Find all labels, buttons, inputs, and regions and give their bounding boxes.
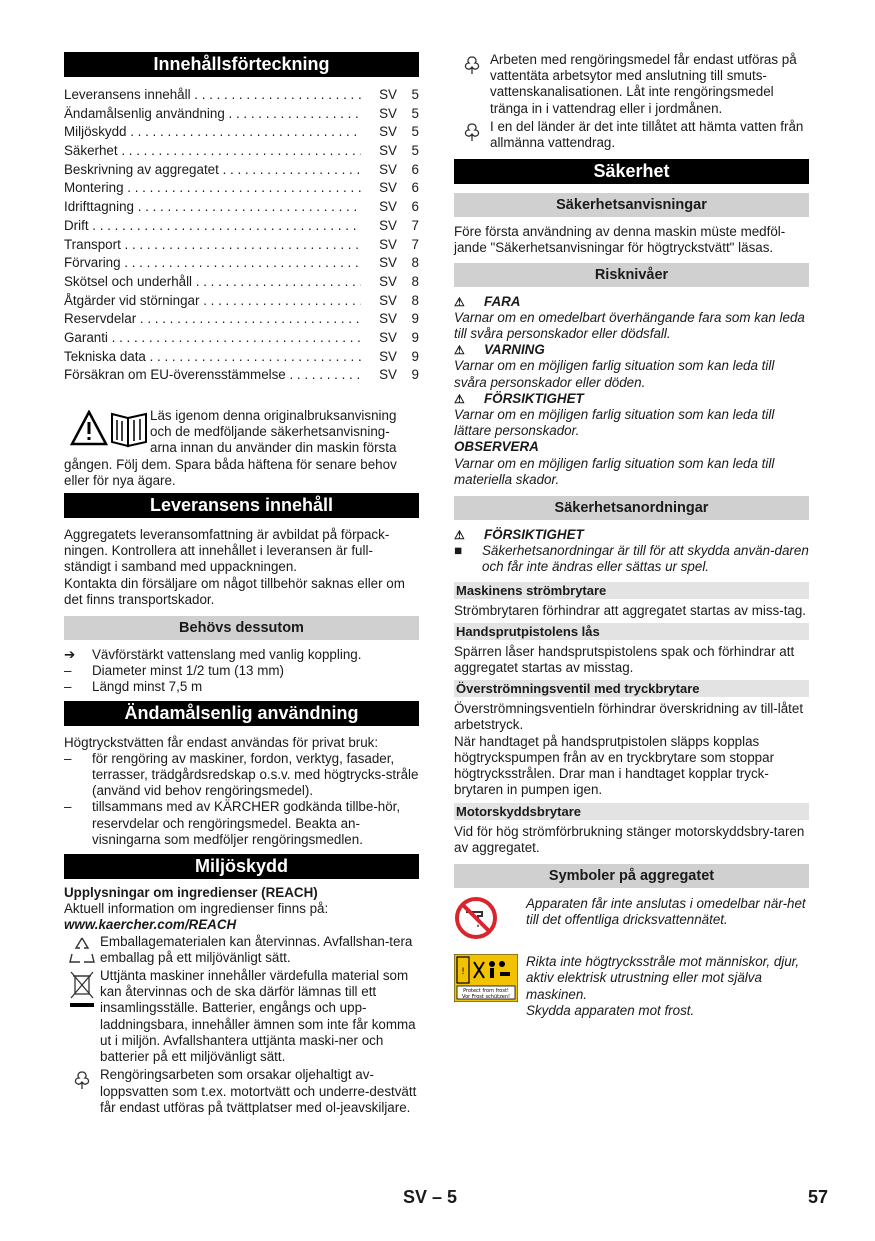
switch-heading: Maskinens strömbrytare	[454, 582, 809, 599]
list-item: Längd minst 7,5 m	[92, 679, 203, 695]
use-title: Ändamålsenlig användning	[64, 701, 419, 726]
toc-entry-lang: SV	[361, 123, 405, 142]
toc-row[interactable]	[64, 329, 419, 348]
list-item: Säkerhetsanordningar är till för att skydda använ-daren och får inte ändras eller sättas ur spel.	[482, 543, 809, 575]
toc-entry-lang: SV	[361, 161, 405, 180]
list-item: tillsammans med av KÄRCHER godkända tillbe-hör, reservdelar och rengöringsmedel. Beakta an-visningarna som medföljer rengöringsmedlen.	[92, 799, 401, 847]
toc-entry-lang: SV	[361, 366, 405, 385]
toc-entry-page: 5	[411, 87, 419, 102]
lock-heading: Handsprutpistolens lås	[454, 623, 809, 640]
crossed-bin-icon	[64, 968, 100, 1065]
safety-devices-title: Säkerhetsanordningar	[454, 496, 809, 520]
toc-row[interactable]	[64, 310, 419, 329]
env-item: I en del länder är det inte tillåtet att hämta vatten från allmänna vattendrag.	[490, 118, 804, 151]
dash-icon: –	[64, 750, 72, 766]
risk-text: Varnar om en omedelbart överhängande fara som kan leda till svåra personskador eller dödsfall.	[454, 309, 805, 342]
toc-entry-title: Ändamålsenlig användning . . .	[64, 105, 361, 124]
notice-line: gången. Följ dem. Spara båda häftena för senare behov	[64, 456, 397, 472]
safety-label-icon	[454, 954, 526, 1019]
toc-entry-lang: SV	[361, 86, 405, 105]
toc-entry-page: 7	[411, 217, 419, 233]
toc-entry-title: Idrifttagning . . .	[64, 198, 361, 217]
toc-entry-page: 9	[411, 311, 419, 327]
toc-entry-title: Drift . . .	[64, 217, 361, 236]
read-notice	[64, 408, 419, 489]
toc-row[interactable]	[64, 142, 419, 161]
list-item: för rengöring av maskiner, fordon, verktyg, fasader, terrasser, trädgårdsredskap o.s.v. med högtrycks-stråle (använd vid behov rengöringsmedel).	[92, 750, 419, 799]
toc-entry-title: Montering . . .	[64, 179, 361, 198]
notice-line: arna innan du använder din maskin första	[150, 440, 397, 456]
toc-entry-page: 5	[411, 105, 419, 121]
toc-row[interactable]	[64, 273, 419, 292]
environment-icon	[454, 52, 490, 117]
also-needed-title: Behövs dessutom	[64, 616, 419, 640]
toc-row[interactable]	[64, 292, 419, 311]
delivery-title: Leveransens innehåll	[64, 493, 419, 518]
env-item: Rengöringsarbeten som orsakar oljehaltigt av-loppsvatten som t.ex. motortvätt och underre-destvätt får endast utföras på tvättplatser med ol-jeavskiljare.	[100, 1067, 417, 1115]
toc-row[interactable]	[64, 123, 419, 142]
safety-title: Säkerhet	[454, 159, 809, 184]
toc-entry-page: 6	[411, 161, 419, 177]
toc-entry-page: 9	[411, 329, 419, 345]
frost-label-en: Protect from frost!	[463, 988, 509, 995]
reach-heading: Upplysningar om ingredienser (REACH)	[64, 885, 318, 901]
use-intro: Högtryckstvätten får endast användas för privat bruk:	[64, 734, 379, 750]
toc-entry-title: Försäkran om EU-överensstämmelse . . .	[64, 366, 361, 385]
page-number: 57	[808, 1187, 829, 1207]
toc-entry-page: 6	[411, 199, 419, 215]
risk-label: VARNING	[484, 342, 545, 358]
toc-row[interactable]	[64, 254, 419, 273]
risk-label: FARA	[484, 293, 521, 309]
toc-entry-title: Åtgärder vid störningar . . .	[64, 292, 361, 311]
risk-text: Varnar om en möjligen farlig situation som kan leda till svåra personskador eller döden.	[454, 358, 775, 390]
toc-entry-lang: SV	[361, 292, 405, 311]
toc-entry-title: Leveransens innehåll . . .	[64, 86, 361, 105]
symbol-text: Skydda apparaten mot frost.	[526, 1002, 695, 1018]
warning-icon: ⚠	[454, 528, 465, 543]
safety-notes-title: Säkerhetsanvisningar	[454, 193, 809, 217]
env-item: Uttjänta maskiner innehåller värdefulla material som kan återvinnas och de ska därför lämnas till ett insamlingsställe. Batterier, engångs och upp-laddningsbara, innehåller ämnen som inte får komma ut i miljön. Avfallshantera uttjänta maski-ner och batterier på ett miljövänligt sätt.	[100, 968, 416, 1065]
switch-text: Strömbrytaren förhindrar att aggregatet startas av miss-tag.	[454, 602, 807, 618]
delivery-text: Aggregatets leveransomfattning är avbildat på förpack-ningen. Kontrollera att innehållet i leveransen är full-ständigt i samband med uppackningen.	[64, 527, 390, 575]
recycle-icon	[64, 934, 100, 966]
env-title: Miljöskydd	[64, 854, 419, 879]
toc-entry-title: Säkerhet . . .	[64, 142, 361, 161]
toc-entry-title: Beskrivning av aggregatet . . .	[64, 161, 361, 180]
symbol-text: Apparaten får inte anslutas i omedelbar när-het till det offentliga dricksvattennätet.	[526, 895, 806, 928]
overflow-text: När handtaget på handsprutpistolen släpps kopplas högtryckspumpen från av en tryckbrytare som stoppar högtrycksstrålen. Drar man i handtaget kopplar tryck-brytaren in pumpen igen.	[454, 733, 775, 798]
toc-entry-lang: SV	[361, 142, 405, 161]
reach-text: Aktuell information om ingredienser finns på:	[64, 901, 329, 917]
reach-link[interactable]: www.kaercher.com/REACH	[64, 917, 237, 933]
toc-row[interactable]	[64, 217, 419, 236]
environment-icon	[454, 119, 490, 151]
toc-entry-page: 8	[411, 255, 419, 271]
read-manual-icons	[70, 410, 148, 446]
risk-label: OBSERVERA	[454, 439, 539, 455]
motor-text: Vid för hög strömförbrukning stänger motorskyddsbry-taren av aggregatet.	[454, 823, 805, 855]
toc-entry-page: 5	[411, 124, 419, 140]
toc-entry-lang: SV	[361, 348, 405, 367]
toc-entry-title: Skötsel och underhåll . . .	[64, 273, 361, 292]
toc-entry-page: 8	[411, 273, 419, 289]
risk-label: FÖRSIKTIGHET	[484, 390, 584, 406]
toc-entry-lang: SV	[361, 329, 405, 348]
warning-icon: ⚠	[454, 294, 465, 309]
left-column	[64, 52, 419, 1118]
env-item: Arbeten med rengöringsmedel får endast utföras på vattentäta arbetsytor med anslutning till smuts-vattenskanalisationen. Låt inte rengöringsmedel tränga in i vattendrag eller i jordmånen.	[490, 52, 797, 116]
toc-entry-page: 9	[411, 367, 419, 383]
toc-entry-lang: SV	[361, 105, 405, 124]
warning-icon: ⚠	[454, 343, 465, 358]
toc-entry-lang: SV	[361, 179, 405, 198]
toc-row[interactable]	[64, 366, 419, 385]
toc-title: Innehållsförteckning	[64, 52, 419, 77]
notice-line: och de medföljande säkerhetsanvisning-	[150, 424, 390, 440]
motor-heading: Motorskyddsbrytare	[454, 803, 809, 820]
list-item: Vävförstärkt vattenslang med vanlig koppling.	[92, 647, 362, 663]
toc-entry-lang: SV	[361, 236, 405, 255]
toc-row[interactable]	[64, 198, 419, 217]
symbols-title: Symboler på aggregatet	[454, 864, 809, 888]
warning-book-icon	[70, 410, 150, 448]
toc-entry-title: Miljöskydd . . .	[64, 123, 361, 142]
toc-entry-page: 8	[411, 292, 419, 308]
square-bullet-icon: ■	[454, 543, 463, 559]
toc-entry-lang: SV	[361, 198, 405, 217]
environment-icon	[64, 1067, 100, 1116]
overflow-heading: Överströmningsventil med tryckbrytare	[454, 680, 809, 697]
lock-text: Spärren låser handsprutspistolens spak och förhindrar att aggregatet startas av misstag.	[454, 643, 795, 676]
symbol-text: Rikta inte högtrycksstråle mot människor, djur, aktiv elektrisk utrustning eller mot själva maskinen.	[526, 954, 800, 1002]
toc-entry-lang: SV	[361, 217, 405, 236]
dash-icon: –	[64, 679, 72, 695]
toc-entry-page: 9	[411, 348, 419, 364]
toc-entry-lang: SV	[361, 310, 405, 329]
env-item: Emballagematerialen kan återvinnas. Avfallshan-tera emballag på ett miljövänligt sätt.	[100, 933, 413, 965]
overflow-text: Överströmningsventieln förhindrar överskridning av till-låtet arbetstryck.	[454, 701, 804, 733]
risk-text: Varnar om en möjligen farlig situation som kan leda till materiella skador.	[454, 455, 775, 487]
toc-entry-page: 6	[411, 180, 419, 196]
risk-label: FÖRSIKTIGHET	[484, 527, 584, 543]
dash-icon: –	[64, 663, 72, 679]
toc-row[interactable]	[64, 105, 419, 124]
list-item: Diameter minst 1/2 tum (13 mm)	[92, 663, 284, 679]
safety-notes-text: Före första användning av denna maskin müste medföl-jande "Säkerhetsanvisningar för högtryckstvätt" läsas.	[454, 224, 786, 256]
svg-text:!: !	[461, 967, 465, 978]
notice-line: Läs igenom denna originalbruksanvisning	[150, 408, 397, 423]
toc-row[interactable]	[64, 161, 419, 180]
toc-entry-title: Reservdelar . . .	[64, 310, 361, 329]
delivery-text2: Kontakta din försäljare om något tillbehör saknas eller om det finns transportskador.	[64, 575, 405, 607]
frost-label-de: Vor Frost schützen!	[462, 994, 510, 1001]
risk-levels-title: Risknivåer	[454, 263, 809, 287]
footer-language-page: SV – 5	[403, 1187, 458, 1207]
toc-entry-lang: SV	[361, 254, 405, 273]
right-column	[454, 52, 809, 1029]
toc-entry-title: Förvaring . . .	[64, 254, 361, 273]
toc-row[interactable]	[64, 86, 419, 105]
no-drinking-water-icon	[454, 896, 526, 944]
risk-text: Varnar om en möjligen farlig situation som kan leda till lättare personskador.	[454, 407, 775, 439]
notice-line: eller för nya ägare.	[64, 472, 176, 488]
toc-row[interactable]	[64, 236, 419, 255]
toc-entry-title: Transport . . .	[64, 236, 361, 255]
toc-entry-lang: SV	[361, 273, 405, 292]
toc-row[interactable]	[64, 179, 419, 198]
warning-icon: ⚠	[454, 391, 465, 406]
toc-entry-page: 5	[411, 143, 419, 159]
toc-entry-page: 7	[411, 236, 419, 252]
toc-entry-title: Tekniska data . . .	[64, 348, 361, 367]
toc-list	[64, 86, 419, 385]
toc-entry-title: Garanti . . .	[64, 329, 361, 348]
dash-icon: –	[64, 799, 72, 815]
toc-row[interactable]	[64, 348, 419, 367]
arrow-icon: ➔	[64, 647, 76, 663]
